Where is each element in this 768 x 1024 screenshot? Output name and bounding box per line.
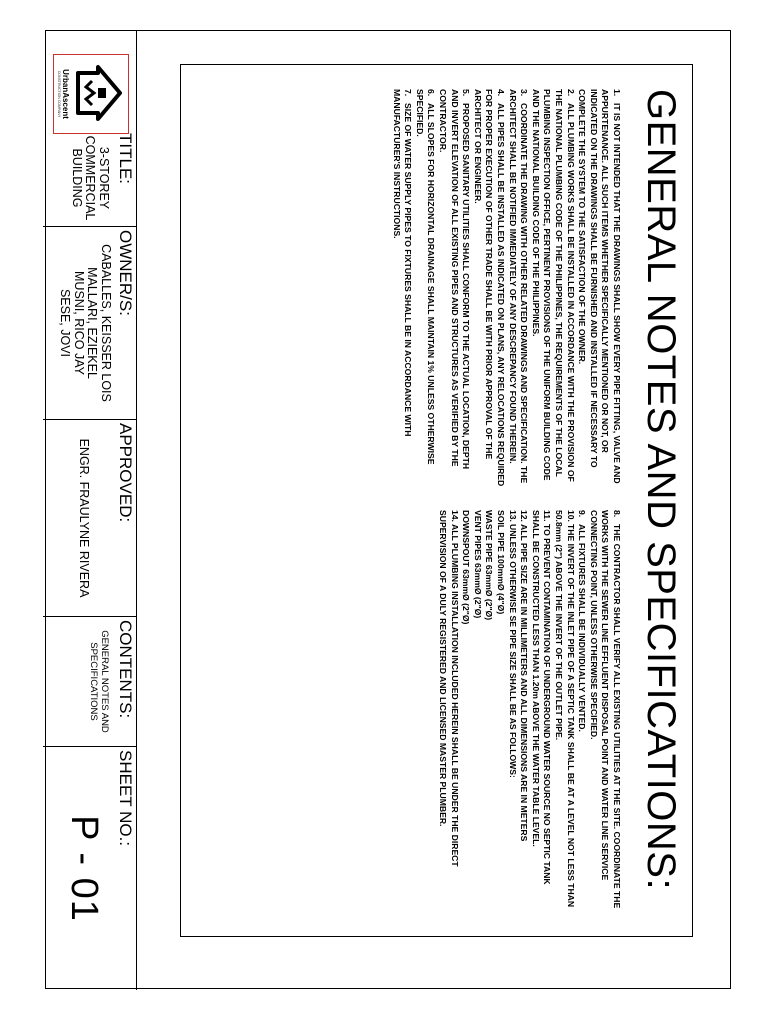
drawing-sheet bbox=[45, 30, 731, 989]
contents-cell bbox=[43, 616, 136, 746]
note-item bbox=[460, 510, 472, 910]
note-text: TO PREVENT CONTAMINATION OF UNDERGROUND WATER SOURCE NO SEPTIC TANK SHALL BE CONSTRUCTED LESS THAN 1.20m ABOVE THE WATER TABLE LEVEL. bbox=[530, 510, 553, 885]
note-item bbox=[529, 89, 575, 489]
approved-value bbox=[77, 420, 91, 616]
note-item bbox=[506, 510, 518, 910]
note-number: 5. bbox=[461, 89, 472, 97]
note-number: 8. bbox=[612, 510, 622, 518]
note-text: ALL PLUMBING INSTALLATION INCLUDED HEREIN SHALL BE UNDER THE DIRECT SUPERVISION OF A DULY REGISTERED AND LICENSED MASTER PLUMBER. bbox=[438, 510, 460, 867]
note-text: DOWNSPOUT 63mmØ (2"Ø) bbox=[461, 510, 472, 625]
note-text: THE CONTRACTOR SHALL VERIFY ALL EXISTING UTILITIES AT THE SITE. COORDINATE THE WORKS WITH THE SEWER LINE EFFLUENT DISPOSAL POINT AND WATER LINE SERVICE CONNECTING POINT, UNLESS OTHERWISE SPECIFIED. bbox=[588, 510, 622, 909]
note-text: UNLESS OTHERWISE SE PIPE SIZE SHALL BE AS FOLLOWS: bbox=[507, 524, 518, 778]
note-number: 13. bbox=[507, 510, 518, 522]
note-text: VENT PIPES 63mmØ (2"Ø) bbox=[472, 510, 483, 619]
note-number: 14. bbox=[449, 510, 460, 522]
logo-name: UrbanAscent bbox=[61, 69, 70, 119]
note-number: 11. bbox=[542, 510, 553, 522]
title-block bbox=[44, 31, 137, 990]
note-number: 12. bbox=[519, 510, 530, 522]
note-text: PROPOSED SANITARY UTILITIES SHALL CONFORM TO THE ACTUAL LOCATION, DEPTH AND INVERT ELEVATION OF ALL EXISTING PIPES AND STRUCTURES AS VERIFIED BY THE CONTRACTOR. bbox=[438, 89, 472, 470]
note-item bbox=[494, 510, 506, 910]
contents-line: SPECIFICATIONS bbox=[88, 642, 100, 721]
sheet-cell bbox=[43, 746, 136, 990]
contents-label: CONTENTS: bbox=[116, 620, 135, 719]
note-number: 4. bbox=[496, 89, 507, 97]
note-number: 2. bbox=[565, 89, 576, 97]
note-item bbox=[471, 89, 506, 489]
note-number: 10. bbox=[565, 510, 576, 522]
note-item bbox=[587, 510, 622, 910]
title-line: 3-STOREY bbox=[97, 146, 111, 210]
note-item bbox=[518, 510, 530, 910]
note-item bbox=[413, 89, 436, 489]
contents-line: GENERAL NOTES AND bbox=[99, 630, 110, 733]
note-item bbox=[529, 510, 552, 910]
note-item bbox=[576, 510, 588, 910]
note-text: THE INVERT OF THE INLET PIPE OF A SEPTIC TANK SHALL BE AT A LEVEL NOT LESS THAN 50.8mm (2") ABOVE THE INVERT OF THE OUTLET PIPE. bbox=[554, 510, 576, 908]
notes-frame bbox=[180, 64, 693, 937]
note-number: 7. bbox=[403, 89, 414, 97]
note-text: IT IS NOT INTENDED THAT THE DRAWINGS SHALL SHOW EVERY PIPE FITTING, VALVE AND APPURTENANCE. ALL SUCH ITEMS WHETHER SPECIFICALLY MENTIONED OR NOT, OR INDICATED ON THE DRAWINGS SHALL BE FURNISHED AND INSTALLED IF NECESSARY TO COMPLETE THE SYSTEM TO THE SATISFACTION OF THE OWNER. bbox=[577, 89, 622, 484]
owners-label: OWNER/S: bbox=[116, 230, 135, 316]
note-item bbox=[471, 510, 483, 910]
note-text: ALL PIPES SHALL BE INSTALLED AS INDICATED ON PLANS, ANY RELOCATIONS REQUIRED FOR PROPER EXECUTION OF OTHER TRADE SHALL BE WITH PRIOR APPROVAL OF THE ARCHITECT OR ENGINEER. bbox=[472, 89, 507, 487]
title-line: BUILDING bbox=[70, 148, 84, 208]
note-item bbox=[506, 89, 529, 489]
approver-name: ENGR. FRAULYNE RIVERA bbox=[77, 438, 91, 598]
note-number: 3. bbox=[519, 89, 530, 97]
sheet-number: P - 01 bbox=[63, 815, 105, 922]
note-text: ALL PIPE SIZE ARE IN MILLIMETERS AND ALL DIMENSIONS ARE IN METERS bbox=[519, 524, 530, 842]
note-number: 6. bbox=[426, 89, 437, 97]
owners-cell bbox=[43, 226, 136, 419]
note-number: 9. bbox=[577, 510, 588, 518]
owner-name: MUSNI, RICO JAY bbox=[72, 271, 86, 375]
note-item bbox=[437, 89, 472, 489]
note-number: 1. bbox=[612, 89, 622, 97]
owner-name: CABALLES, KEISSER LOIS bbox=[99, 244, 113, 402]
note-item bbox=[437, 510, 460, 910]
sheet-label: SHEET NO.: bbox=[116, 750, 135, 847]
note-text: ALL PLUMBING WORKS SHALL BE INSTALLED IN ACCORDANCE WITH THE PROVISION OF THE NATIONAL PLUMBING CODE OF THE PHILIPPINES, THE REQUIREMENTS OF THE LOCAL PLUMBING INSPECTION OFFICE, PERTINENT PROVISIONS OF THE UNIFORM BUILDING CODE AND THE NATIONAL BUILDING CODE OF THE PHILIPPINES. bbox=[530, 89, 576, 482]
note-text: SIZE OF WATER SUPPLY PIPES TO FIXTURES SHALL BE IN ACCORDANCE WITH MANUFACTURER'S INSTRUCTIONS. bbox=[391, 89, 414, 437]
note-item bbox=[483, 510, 495, 910]
note-text: SOIL PIPE 100mmØ (4"Ø) bbox=[496, 510, 507, 615]
owners-value bbox=[58, 227, 112, 419]
title-line: COMMERCIAL bbox=[83, 135, 98, 221]
note-text: ALL SLOPES FOR HORIZONTAL DRAINAGE SHALL MAINTAIN 1% UNLESS OTHERWISE SPECIFIED. bbox=[414, 89, 437, 465]
logo-tagline: CONSTRUCTION COMPANY bbox=[57, 70, 61, 118]
approved-cell bbox=[43, 419, 136, 616]
title-label: TITLE: bbox=[116, 133, 135, 185]
notes-column-left bbox=[390, 89, 622, 489]
note-item bbox=[576, 89, 622, 489]
approved-label: APPROVED: bbox=[116, 423, 135, 523]
notes-column-right bbox=[437, 510, 623, 910]
owner-name: SESE, JOVI bbox=[58, 288, 73, 358]
note-text: ALL FIXTURES SHALL BE INDIVIDUALLY VENTED. bbox=[577, 524, 588, 732]
contents-value bbox=[88, 617, 109, 746]
title-value bbox=[70, 130, 111, 226]
note-text: COORDINATE THE DRAWING WITH OTHER RELATED DRAWINGS AND SPECIFICATION. THE ARCHITECT SHALL BE NOTIFIED IMMEDIATELY OF ANY DESCREPANCY FOUND THEREIN. bbox=[507, 89, 530, 484]
title-cell bbox=[43, 130, 136, 226]
note-item bbox=[552, 510, 575, 910]
note-text: WASTE PIPE 63mmØ (2"Ø) bbox=[484, 510, 495, 621]
owner-name: MALLARI, EZIEKEL bbox=[85, 267, 100, 379]
note-item bbox=[390, 89, 413, 489]
page-title: GENERAL NOTES AND SPECIFICATIONS: bbox=[639, 89, 683, 891]
